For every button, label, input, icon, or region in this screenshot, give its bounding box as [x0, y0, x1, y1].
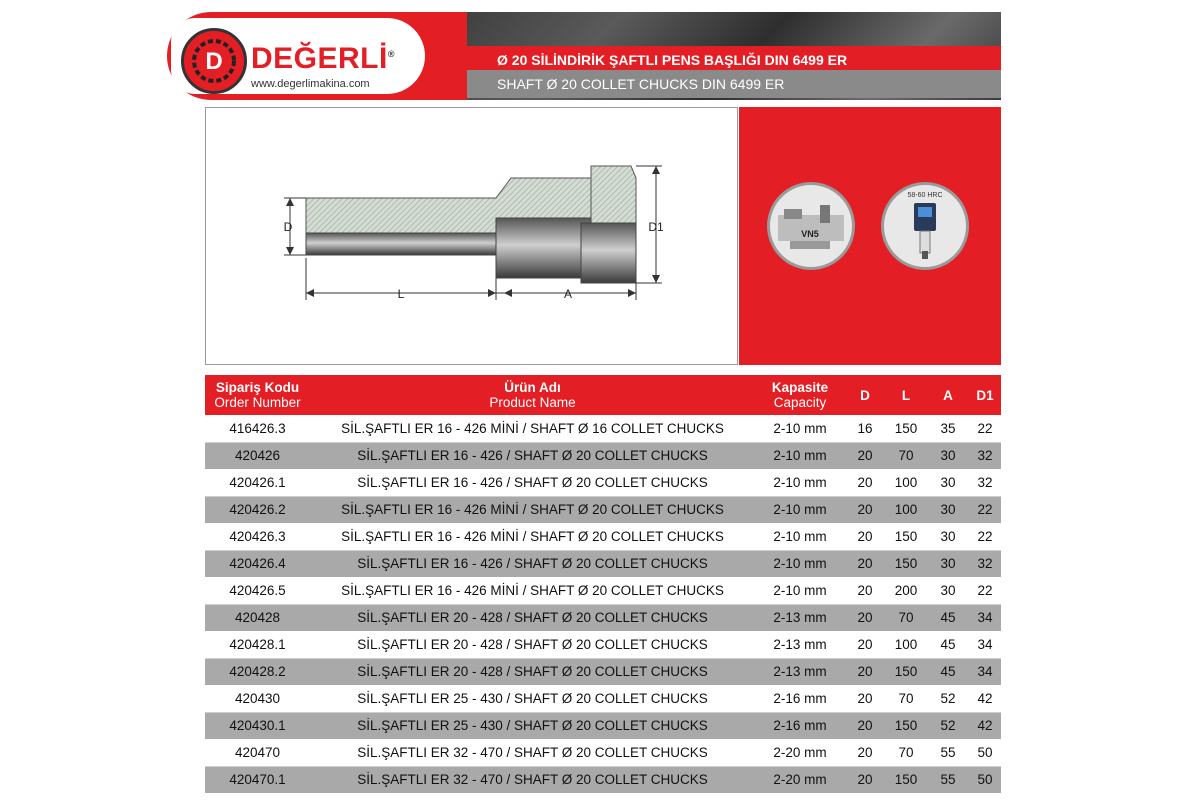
header-capacity-en: Capacity — [773, 395, 827, 410]
order-number-cell: 420426 — [205, 442, 310, 469]
header-a — [927, 375, 969, 415]
l-cell: 70 — [885, 739, 927, 766]
dimension-l-label: L — [397, 287, 405, 301]
product-name-cell: SİL.ŞAFTLI ER 20 - 428 / SHAFT Ø 20 COLLET CHUCKS — [310, 604, 755, 631]
a-cell: 35 — [927, 415, 969, 442]
a-cell: 30 — [927, 577, 969, 604]
d1-cell: 34 — [969, 631, 1001, 658]
header-a-label: A — [943, 387, 953, 403]
capacity-cell: 2-13 mm — [755, 631, 845, 658]
table-row — [205, 631, 1001, 658]
capacity-cell: 2-20 mm — [755, 766, 845, 793]
d1-cell: 22 — [969, 415, 1001, 442]
a-cell: 55 — [927, 739, 969, 766]
header-d1 — [969, 375, 1001, 415]
logo-pill — [171, 18, 425, 94]
order-number-cell: 416426.3 — [205, 415, 310, 442]
d1-cell: 34 — [969, 658, 1001, 685]
product-name-cell: SİL.ŞAFTLI ER 16 - 426 / SHAFT Ø 20 COLLET CHUCKS — [310, 442, 755, 469]
order-number-cell: 420428.1 — [205, 631, 310, 658]
header-product-name-tr: Ürün Adı — [504, 380, 561, 395]
header-d1-label: D1 — [976, 387, 994, 403]
capacity-cell: 2-13 mm — [755, 658, 845, 685]
collet-chuck-drawing — [206, 108, 737, 364]
lathe-machine-icon — [767, 182, 855, 270]
header-l — [885, 375, 927, 415]
header-capacity — [755, 375, 845, 415]
l-cell: 200 — [885, 577, 927, 604]
capacity-cell: 2-10 mm — [755, 523, 845, 550]
d-cell: 20 — [845, 469, 885, 496]
brand-text: DEĞERLİ — [251, 42, 388, 75]
title-turkish: Ø 20 SİLİNDİRİK ŞAFTLI PENS BAŞLIĞI DIN 6499 ER — [497, 52, 848, 68]
a-cell: 45 — [927, 604, 969, 631]
header-product-name — [310, 375, 755, 415]
logo-letter: D — [205, 48, 223, 75]
table-body — [205, 415, 1001, 793]
product-name-cell: SİL.ŞAFTLI ER 32 - 470 / SHAFT Ø 20 COLLET CHUCKS — [310, 766, 755, 793]
order-number-cell: 420426.1 — [205, 469, 310, 496]
order-number-cell: 420428.2 — [205, 658, 310, 685]
table-row — [205, 658, 1001, 685]
l-cell: 70 — [885, 442, 927, 469]
a-cell: 45 — [927, 658, 969, 685]
hardness-tester-icon — [881, 182, 969, 270]
product-name-cell: SİL.ŞAFTLI ER 16 - 426 MİNİ / SHAFT Ø 20 COLLET CHUCKS — [310, 523, 755, 550]
feature-panel — [739, 107, 1001, 365]
table-row — [205, 523, 1001, 550]
capacity-cell: 2-10 mm — [755, 415, 845, 442]
d-cell: 20 — [845, 766, 885, 793]
table-row — [205, 577, 1001, 604]
capacity-cell: 2-10 mm — [755, 550, 845, 577]
l-cell: 150 — [885, 523, 927, 550]
d1-cell: 22 — [969, 577, 1001, 604]
header-capacity-tr: Kapasite — [771, 380, 829, 395]
table-row — [205, 415, 1001, 442]
d-cell: 20 — [845, 604, 885, 631]
d1-cell: 32 — [969, 550, 1001, 577]
product-name-cell: SİL.ŞAFTLI ER 20 - 428 / SHAFT Ø 20 COLLET CHUCKS — [310, 631, 755, 658]
table-row — [205, 496, 1001, 523]
table-header-row — [205, 375, 1001, 415]
website-url: www.degerlimakina.com — [251, 78, 370, 90]
l-cell: 100 — [885, 496, 927, 523]
d1-cell: 42 — [969, 712, 1001, 739]
a-cell: 52 — [927, 712, 969, 739]
header-l-label: L — [901, 387, 911, 403]
d-cell: 20 — [845, 577, 885, 604]
l-cell: 70 — [885, 685, 927, 712]
dimension-a-label: A — [563, 287, 573, 301]
brand-logo-icon — [181, 28, 247, 94]
d-cell: 20 — [845, 550, 885, 577]
header-d — [845, 375, 885, 415]
header-product-name-en: Product Name — [489, 395, 576, 410]
title-english: SHAFT Ø 20 COLLET CHUCKS DIN 6499 ER — [497, 76, 785, 92]
a-cell: 30 — [927, 496, 969, 523]
table-row — [205, 766, 1001, 793]
capacity-cell: 2-13 mm — [755, 604, 845, 631]
l-cell: 150 — [885, 658, 927, 685]
capacity-cell: 2-10 mm — [755, 442, 845, 469]
header-d-label: D — [860, 387, 870, 403]
capacity-cell: 2-10 mm — [755, 469, 845, 496]
d1-cell: 50 — [969, 766, 1001, 793]
a-cell: 45 — [927, 631, 969, 658]
a-cell: 30 — [927, 469, 969, 496]
capacity-cell: 2-20 mm — [755, 739, 845, 766]
brand-name — [251, 42, 395, 76]
a-cell: 30 — [927, 550, 969, 577]
order-number-cell: 420470.1 — [205, 766, 310, 793]
table-row — [205, 442, 1001, 469]
d-cell: 20 — [845, 631, 885, 658]
order-number-cell: 420430 — [205, 685, 310, 712]
l-cell: 150 — [885, 766, 927, 793]
l-cell: 150 — [885, 415, 927, 442]
a-cell: 55 — [927, 766, 969, 793]
d-cell: 20 — [845, 442, 885, 469]
table-row — [205, 739, 1001, 766]
a-cell: 52 — [927, 685, 969, 712]
a-cell: 30 — [927, 442, 969, 469]
capacity-cell: 2-16 mm — [755, 685, 845, 712]
technical-drawing — [205, 107, 738, 365]
order-number-cell: 420426.4 — [205, 550, 310, 577]
page-header — [167, 12, 1001, 100]
capacity-cell: 2-16 mm — [755, 712, 845, 739]
l-cell: 70 — [885, 604, 927, 631]
order-number-cell: 420426.5 — [205, 577, 310, 604]
capacity-cell: 2-10 mm — [755, 496, 845, 523]
table-row — [205, 550, 1001, 577]
vn5-label: VN5 — [801, 229, 819, 239]
product-name-cell: SİL.ŞAFTLI ER 25 - 430 / SHAFT Ø 20 COLLET CHUCKS — [310, 712, 755, 739]
d1-cell: 50 — [969, 739, 1001, 766]
d-cell: 20 — [845, 496, 885, 523]
order-number-cell: 420428 — [205, 604, 310, 631]
l-cell: 150 — [885, 550, 927, 577]
product-name-cell: SİL.ŞAFTLI ER 16 - 426 MİNİ / SHAFT Ø 20 COLLET CHUCKS — [310, 577, 755, 604]
hardness-label: 58-60 HRC — [907, 192, 943, 199]
d-cell: 20 — [845, 658, 885, 685]
dimension-d1-label: D1 — [648, 220, 664, 234]
a-cell: 30 — [927, 523, 969, 550]
order-number-cell: 420470 — [205, 739, 310, 766]
dimension-d-label: D — [283, 220, 293, 234]
order-number-cell: 420426.2 — [205, 496, 310, 523]
product-name-cell: SİL.ŞAFTLI ER 25 - 430 / SHAFT Ø 20 COLLET CHUCKS — [310, 685, 755, 712]
l-cell: 100 — [885, 469, 927, 496]
d1-cell: 42 — [969, 685, 1001, 712]
table-row — [205, 604, 1001, 631]
table-row — [205, 469, 1001, 496]
d-cell: 20 — [845, 685, 885, 712]
table-row — [205, 712, 1001, 739]
l-cell: 100 — [885, 631, 927, 658]
capacity-cell: 2-10 mm — [755, 577, 845, 604]
d-cell: 20 — [845, 523, 885, 550]
order-number-cell: 420430.1 — [205, 712, 310, 739]
product-name-cell: SİL.ŞAFTLI ER 16 - 426 / SHAFT Ø 20 COLLET CHUCKS — [310, 550, 755, 577]
product-name-cell: SİL.ŞAFTLI ER 20 - 428 / SHAFT Ø 20 COLLET CHUCKS — [310, 658, 755, 685]
d1-cell: 22 — [969, 496, 1001, 523]
header-order-number-tr: Sipariş Kodu — [215, 380, 300, 395]
product-name-cell: SİL.ŞAFTLI ER 16 - 426 / SHAFT Ø 20 COLLET CHUCKS — [310, 469, 755, 496]
product-table — [205, 375, 1001, 793]
d1-cell: 32 — [969, 442, 1001, 469]
order-number-cell: 420426.3 — [205, 523, 310, 550]
trademark-sign: ® — [387, 49, 395, 59]
table-row — [205, 685, 1001, 712]
d1-cell: 32 — [969, 469, 1001, 496]
l-cell: 150 — [885, 712, 927, 739]
header-order-number-en: Order Number — [214, 395, 301, 410]
d1-cell: 22 — [969, 523, 1001, 550]
d-cell: 16 — [845, 415, 885, 442]
d-cell: 20 — [845, 712, 885, 739]
d-cell: 20 — [845, 739, 885, 766]
product-name-cell: SİL.ŞAFTLI ER 32 - 470 / SHAFT Ø 20 COLLET CHUCKS — [310, 739, 755, 766]
header-order-number — [205, 375, 310, 415]
product-name-cell: SİL.ŞAFTLI ER 16 - 426 MİNİ / SHAFT Ø 16 COLLET CHUCKS — [310, 415, 755, 442]
header-red-block — [167, 12, 467, 100]
d1-cell: 34 — [969, 604, 1001, 631]
product-name-cell: SİL.ŞAFTLI ER 16 - 426 MİNİ / SHAFT Ø 20 COLLET CHUCKS — [310, 496, 755, 523]
